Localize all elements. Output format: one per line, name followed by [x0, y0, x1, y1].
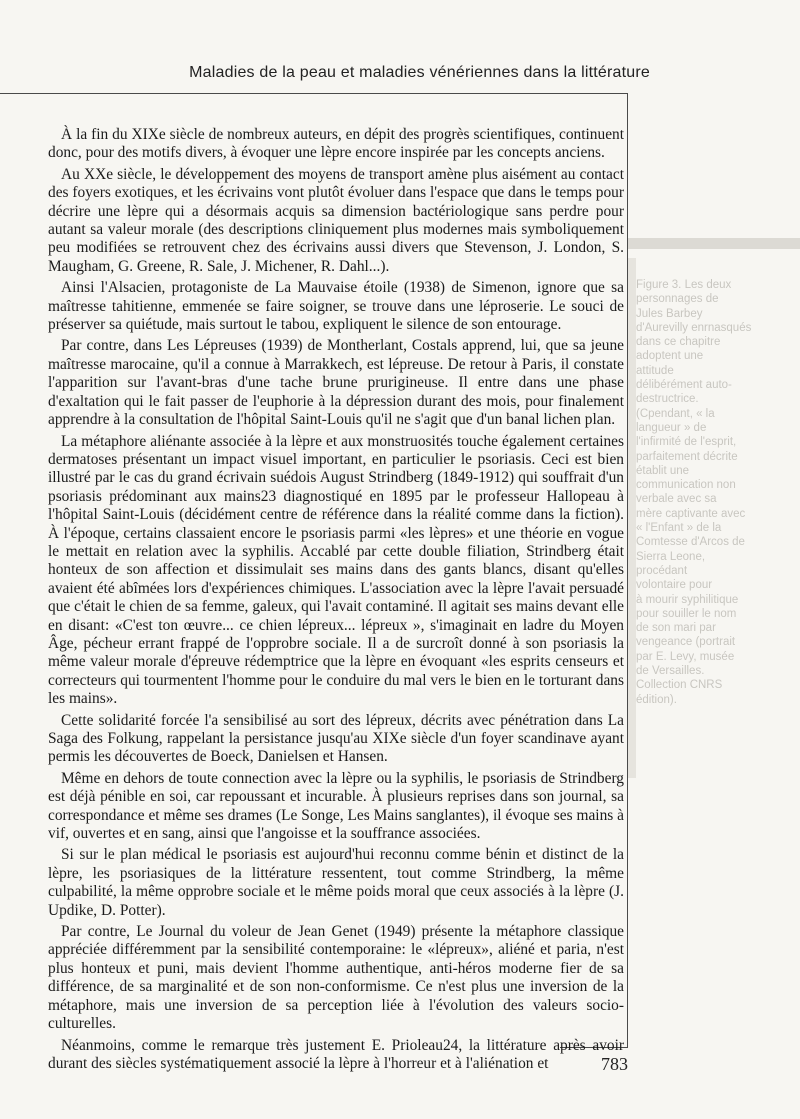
ghost-line: volontaire pour: [636, 579, 713, 592]
ghost-line: Collection CNRS: [636, 679, 723, 692]
ghost-line: verbale avec sa: [636, 493, 717, 506]
body-text: [48, 126, 624, 1076]
ghost-line: Jules Barbey: [636, 307, 703, 320]
ghost-line: Comtesse d'Arcos de: [636, 536, 745, 549]
paragraph: Par contre, Le Journal du voleur de Jean Genet (1949) présente la métaphore classique appréciée différemment par la sensibilité contemporaine: le «lépreux», aliéné et paria, n'est plus honteux et puni, mais devient l'homme authentique, anti-héros moderne fier de sa différence, de sa marginalité et de son non-conformisme. Ce n'est plus une inversion de la métaphore, mais une inversion de sa perception liée à l'évolution des valeurs socio-culturelles.: [48, 923, 624, 1033]
show-through-bar: [628, 238, 800, 249]
show-through-strip: [628, 258, 636, 778]
ghost-line: langueur » de: [636, 421, 707, 434]
paragraph: La métaphore aliénante associée à la lèpre et aux monstruosités touche également certaines dermatoses présentant un impact visuel important, en particulier le psoriasis. Ceci est bien illustré par le cas du grand écrivain suédois August Strindberg (1849-1912) qui souffrait d'un psoriasis prédominant aux mains23 diagnostiqué en 1895 par le professeur Hallopeau à l'hôpital Saint-Louis (décidément centre de référence dans la réalité comme dans la fiction). À l'époque, certains classaient encore le psoriasis parmi «les lèpres» et une théorie en vogue le mettait en relation avec la syphilis. Accablé par cette double filiation, Strindberg était honteux de son affection et dissimulait ses mains dans des gants blancs, disant qu'elles avaient été abîmées lors d'expériences chimiques. L'association avec la lèpre l'avait persuadé que c'était le chien de sa femme, galeux, qui l'avait contaminé. Il agitait ses mains devant elle en disant: «C'est ton œuvre... ce chien lépreux... lépreux », s'imaginait en ladre du Moyen Âge, pécheur errant frappé de l'opprobre sociale. Il a de surcroît donné à son psoriasis la même valeur morale d'épreuve rédemptrice que la lèpre en évoquant «les esprits censeurs et correcteurs qui tourmentent l'homme pour le conduire du mal vers le bien en le torturant dans les mains».: [48, 432, 624, 708]
paragraph: Néanmoins, comme le remarque très justement E. Prioleau24, la littérature après avoir durant des siècles systématiquement associé la lèpre à l'horreur et à l'aliénation et: [48, 1036, 624, 1072]
ghost-line: pour souiller le nom: [636, 607, 737, 620]
ghost-line: personnages de: [636, 293, 719, 306]
ghost-line: de Versailles.: [636, 665, 705, 678]
page-number: 783: [601, 1054, 628, 1074]
header-rule: [0, 93, 628, 94]
ghost-line: l'infirmité de l'esprit,: [636, 436, 737, 449]
ghost-line: d'Aurevilly enrnasqués: [636, 321, 752, 334]
ghost-line: de son mari par: [636, 622, 716, 635]
ghost-line: Figure 3. Les deux: [636, 279, 732, 291]
paragraph: Si sur le plan médical le psoriasis est aujourd'hui reconnu comme bénin et distinct de la lèpre, les psoriasiques de la littérature ressentent, tout comme Strindberg, la même culpabilité, la même opprobre sociale et le même poids moral que ceux associés à la lèpre (J. Updike, D. Potter).: [48, 846, 624, 919]
ghost-line: (Cpendant, « la: [636, 407, 715, 420]
ghost-line: délibérément auto-: [636, 379, 732, 392]
paragraph: Ainsi l'Alsacien, protagoniste de La Mauvaise étoile (1938) de Simenon, ignore que sa maîtresse tahitienne, emmenée se faire soigner, se trouve dans une léproserie. Le souci de préserver sa quiétude, mais surtout le tabou, expliquent le silence de son entourage.: [48, 279, 624, 334]
paragraph: Par contre, dans Les Lépreuses (1939) de Montherlant, Costals apprend, lui, que sa jeune maîtresse marocaine, qu'il a connue à Marrakkech, est lépreuse. De retour à Paris, il constate l'apparition sur l'avant-bras d'une tache brune prurigineuse. Il entre dans une phase d'exaltation qui le fait passer de l'euphorie à la dépression durant des mois, pour finalement apprendre à la consultation de l'hôpital Saint-Louis qu'il ne s'agit que d'un banal lichen plan.: [48, 337, 624, 429]
ghost-line: Sierra Leone,: [636, 550, 706, 563]
ghost-line: par E. Levy, musée: [636, 650, 735, 663]
ghost-line: communication non: [636, 479, 736, 492]
ghost-line: mère captivante avec: [636, 507, 746, 520]
ghost-line: édition).: [636, 693, 677, 706]
ghost-line: procédant: [636, 564, 688, 577]
ghost-line: à mourir syphilitique: [636, 593, 739, 606]
paragraph: Au XXe siècle, le développement des moyens de transport amène plus aisément au contact des foyers exotiques, et les écrivains vont plutôt évoluer dans l'espace que dans le temps pour décrire une lèpre qui a désormais acquis sa dimension bactériologique sans perdre pour autant sa valeur morale (des descriptions cliniquement plus modernes mais symboliquement peu modifiées se retrouvent chez des écrivains aussi divers que Stevenson, J. London, S. Maugham, G. Greene, R. Sale, J. Michener, R. Dahl...).: [48, 165, 624, 275]
paragraph: À la fin du XIXe siècle de nombreux auteurs, en dépit des progrès scientifiques, continuent donc, pour des motifs divers, à évoquer une lèpre encore inspirée par les concepts anciens.: [48, 126, 624, 162]
paragraph: Même en dehors de toute connection avec la lèpre ou la syphilis, le psoriasis de Strindberg est déjà pénible en soi, car repoussant et incurable. À plusieurs reprises dans son journal, sa correspondance et même ses drames (Le Songe, Les Mains sanglantes), il évoque ses mains à vif, ouvertes et en sang, ainsi que l'angoisse et la souffrance associées.: [48, 769, 624, 843]
ghost-line: destructrice.: [636, 393, 699, 406]
ghost-line: « l'Enfant » de la: [636, 522, 722, 535]
ghost-line: vengeance (portrait: [636, 636, 736, 649]
ghost-line: adoptent une: [636, 350, 704, 363]
paragraph: Cette solidarité forcée l'a sensibilisé au sort des lépreux, décrits avec pénétration dans La Saga des Folkung, rappelant la persistance jusqu'au XIXe siècle d'un foyer scandinave ayant permis les découvertes de Boeck, Danielsen et Hansen.: [48, 711, 624, 766]
show-through-caption: [636, 278, 794, 707]
ghost-line: établit une: [636, 464, 690, 477]
ghost-line: parfaitement décrite: [636, 450, 738, 463]
ghost-line: dans ce chapitre: [636, 336, 721, 349]
ghost-line: attitude: [636, 364, 674, 377]
running-header: Maladies de la peau et maladies vénériennes dans la littérature: [189, 64, 650, 81]
